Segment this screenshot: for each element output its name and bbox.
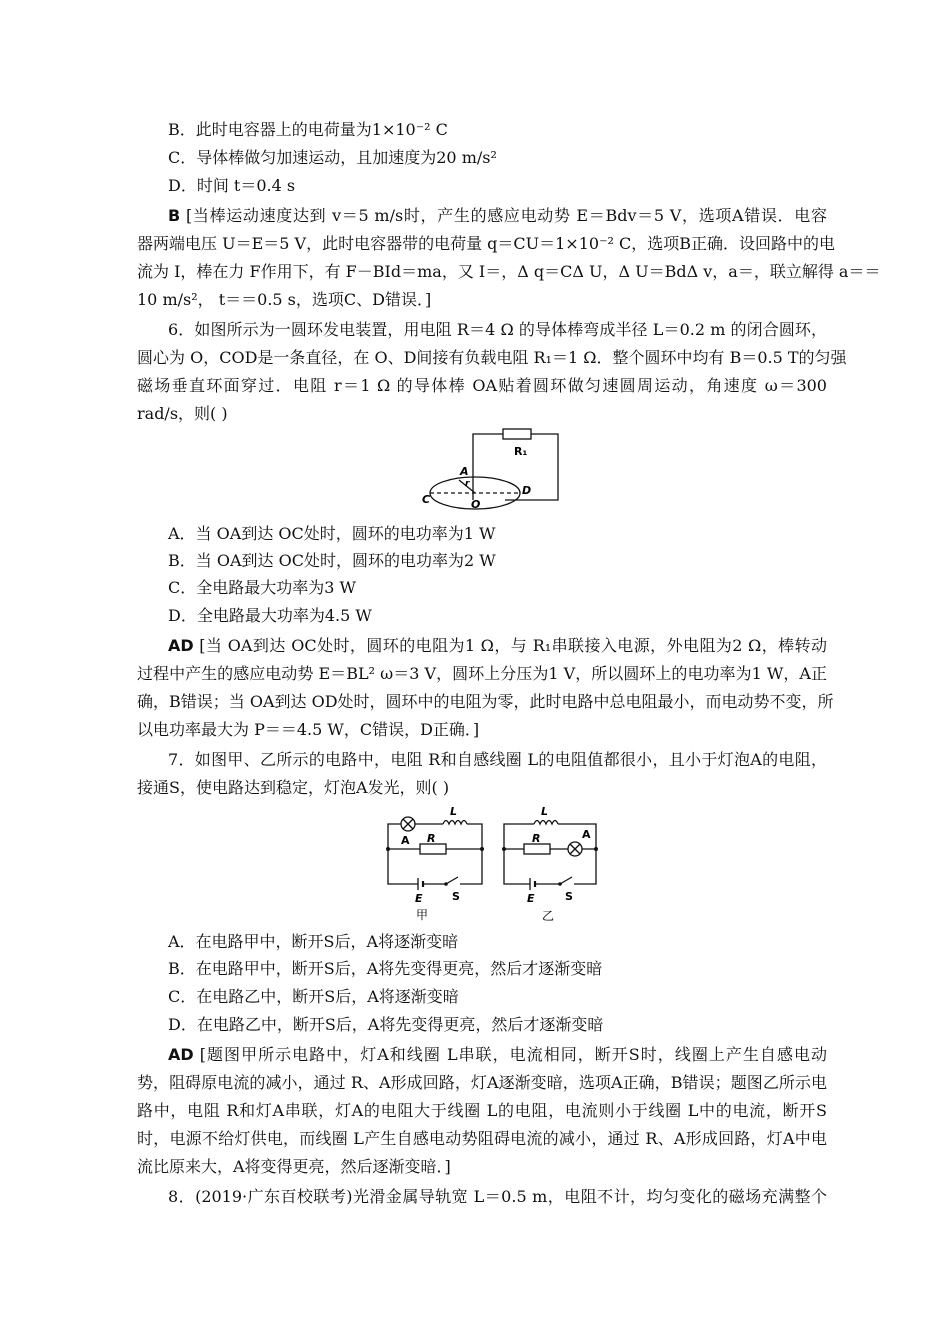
q7-jia-wire-bottom-left (388, 849, 418, 884)
q7-yi-caption: 乙 (542, 909, 555, 923)
q5-explanation-line-1 (168, 202, 827, 229)
q6-stem-line-4: rad/s，则( ) (137, 404, 228, 423)
q5-explanation-line-4: 10 m/s²， t＝＝0.5 s，选项C、D错误．] (137, 290, 432, 309)
q7-answer-key: AD (168, 1045, 194, 1064)
q7-circuit-jia-figure (380, 800, 490, 924)
q7-yi-switch-s (560, 877, 572, 884)
q7-jia-caption: 甲 (416, 908, 429, 922)
q6-label-r1: R₁ (514, 445, 528, 458)
q6-explanation-line-3: 确，B错误；当 OA到达 OD处时，圆环中的电阻为零，此时电路中总电阻最小，而电动势不变，所 (137, 692, 834, 711)
q7-yi-node-right (594, 847, 598, 851)
q6-answer-key: AD (168, 636, 194, 655)
q5-explanation-line-3: 流为 I，棒在力 F作用下，有 F－BId＝ma，又 I＝，Δ q＝CΔ U，Δ U＝BdΔ v，a＝，联立解得 a＝＝ (137, 262, 881, 281)
q7-yi-label-a: A (582, 828, 591, 841)
q7-jia-wire-left (388, 824, 401, 849)
q6-explanation-line-2: 过程中产生的感应电动势 E＝BL² ω＝3 V，圆环上分压为1 V，所以圆环上的电功率为1 W，A正 (137, 664, 827, 683)
q6-option-a[interactable]: A．当 OA到达 OC处时，圆环的电功率为1 W (168, 524, 496, 543)
q7-explanation-line-1 (168, 1041, 827, 1068)
q7-yi-switch-pivot (558, 882, 562, 886)
q7-jia-wire-right (467, 824, 482, 849)
q7-jia-label-r: R (427, 832, 436, 845)
q7-explanation-line-2: 势，阻碍原电流的减小，通过 R、A形成回路，灯A逐渐变暗，选项A正确，B错误；题图乙所示电 (137, 1073, 827, 1092)
q7-jia-node-right (480, 847, 484, 851)
q7-yi-inductor-l (534, 821, 558, 825)
q7-option-c[interactable]: C．在电路乙中，断开S后，A将逐渐变暗 (168, 987, 459, 1006)
q7-jia-label-e: E (415, 892, 423, 905)
q7-jia-switch-pivot (444, 882, 448, 886)
q6-stem-line-2: 圆心为 O，COD是一条直径，在 O、D间接有负载电阻 R₁＝1 Ω．整个圆环中均有 B＝0.5 T的匀强 (137, 348, 847, 367)
q5-option-b[interactable]: B．此时电容器上的电荷量为1×10⁻² C (168, 120, 448, 139)
q6-stem-line-1: 6．如图所示为一圆环发电装置，用电阻 R＝4 Ω 的导体棒弯成半径 L＝0.2 m 的闭合圆环， (168, 320, 827, 339)
q7-yi-resistor-r (524, 844, 550, 854)
q7-jia-label-l: L (450, 805, 458, 818)
q5-answer-key: B (168, 206, 181, 225)
q6-stem-line-3: 磁场垂直环面穿过．电阻 r＝1 Ω 的导体棒 OA贴着圆环做匀速圆周运动，角速度 ω＝300 (137, 376, 827, 395)
q7-jia-wire-bottom-right (460, 849, 482, 884)
q6-label-r: r (465, 479, 470, 489)
q6-explanation-line-1 (168, 632, 827, 659)
q7-option-a[interactable]: A．在电路甲中，断开S后，A将逐渐变暗 (168, 932, 459, 951)
q6-ring-generator-figure (415, 428, 565, 518)
q6-option-c[interactable]: C．全电路最大功率为3 W (168, 578, 356, 597)
q5-explanation-text: [当棒运动速度达到 v＝5 m/s时，产生的感应电动势 E＝Bdv＝5 V，选项A错误．电容 (185, 206, 827, 225)
q7-circuit-yi-figure (496, 800, 606, 924)
q7-explanation-line-4: 时，电源不给灯供电，而线圈 L产生自感电动势阻碍电流的减小，通过 R、A形成回路，灯A中电 (137, 1129, 827, 1148)
q7-explanation-text: [题图甲所示电路中，灯A和线圈 L串联，电流相同，断开S时，线圈上产生自感电动 (199, 1045, 827, 1064)
q6-explanation-text: [当 OA到达 OC处时，圆环的电阻为1 Ω，与 R₁串联接入电源，外电阻为2 Ω，棒转动 (199, 636, 827, 655)
q7-stem-line-2: 接通S，使电路达到稳定，灯泡A发光，则( ) (137, 778, 450, 797)
q7-option-b[interactable]: B．在电路甲中，断开S后，A将先变得更亮，然后才逐渐变暗 (168, 959, 603, 978)
q7-yi-label-r: R (532, 832, 541, 845)
q6-resistor-r1 (503, 429, 531, 439)
q7-yi-label-e: E (527, 892, 535, 905)
q7-jia-inductor-l (443, 821, 467, 825)
q6-label-c: C (422, 493, 431, 506)
q7-jia-label-a: A (401, 834, 410, 847)
q7-jia-switch-s (446, 877, 458, 884)
q6-explanation-line-4: 以电功率最大为 P＝＝4.5 W，C错误，D正确．] (137, 720, 480, 739)
q7-yi-label-l: L (541, 805, 549, 818)
q5-explanation-line-2: 器两端电压 U＝E＝5 V，此时电容器带的电荷量 q＝CU＝1×10⁻² C，选项B正确．设回路中的电 (137, 234, 836, 253)
q6-circuit-wire (473, 434, 558, 500)
q8-stem-line-1: 8．(2019·广东百校联考)光滑金属导轨宽 L＝0.5 m，电阻不计，均匀变化的磁场充满整个 (168, 1187, 827, 1206)
q6-label-o: O (471, 498, 481, 511)
q6-option-d[interactable]: D．全电路最大功率为4.5 W (168, 606, 372, 625)
q7-jia-node-left (386, 847, 390, 851)
q6-label-d: D (522, 484, 532, 497)
q7-explanation-line-3: 路中，电阻 R和灯A串联，灯A的电阻大于线圈 L的电阻，电流则小于线圈 L中的电流，断开S (137, 1101, 827, 1120)
q6-option-b[interactable]: B．当 OA到达 OC处时，圆环的电功率为2 W (168, 551, 496, 570)
q7-option-d[interactable]: D．在电路乙中，断开S后，A将先变得更亮，然后才逐渐变暗 (168, 1015, 604, 1034)
q7-yi-label-s: S (565, 890, 573, 903)
q6-label-a: A (460, 465, 469, 478)
q7-stem-line-1: 7．如图甲、乙所示的电路中，电阻 R和自感线圈 L的电阻值都很小，且小于灯泡A的电阻， (168, 750, 827, 769)
q5-option-c[interactable]: C．导体棒做匀加速运动，且加速度为20 m/s² (168, 148, 497, 167)
q7-jia-label-s: S (452, 890, 460, 903)
q5-option-d[interactable]: D．时间 t＝0.4 s (168, 176, 296, 195)
q7-jia-resistor-r (420, 844, 446, 854)
q7-yi-node-left (502, 847, 506, 851)
q7-explanation-line-5: 流比原来大，A将变得更亮，然后逐渐变暗．] (137, 1157, 451, 1176)
